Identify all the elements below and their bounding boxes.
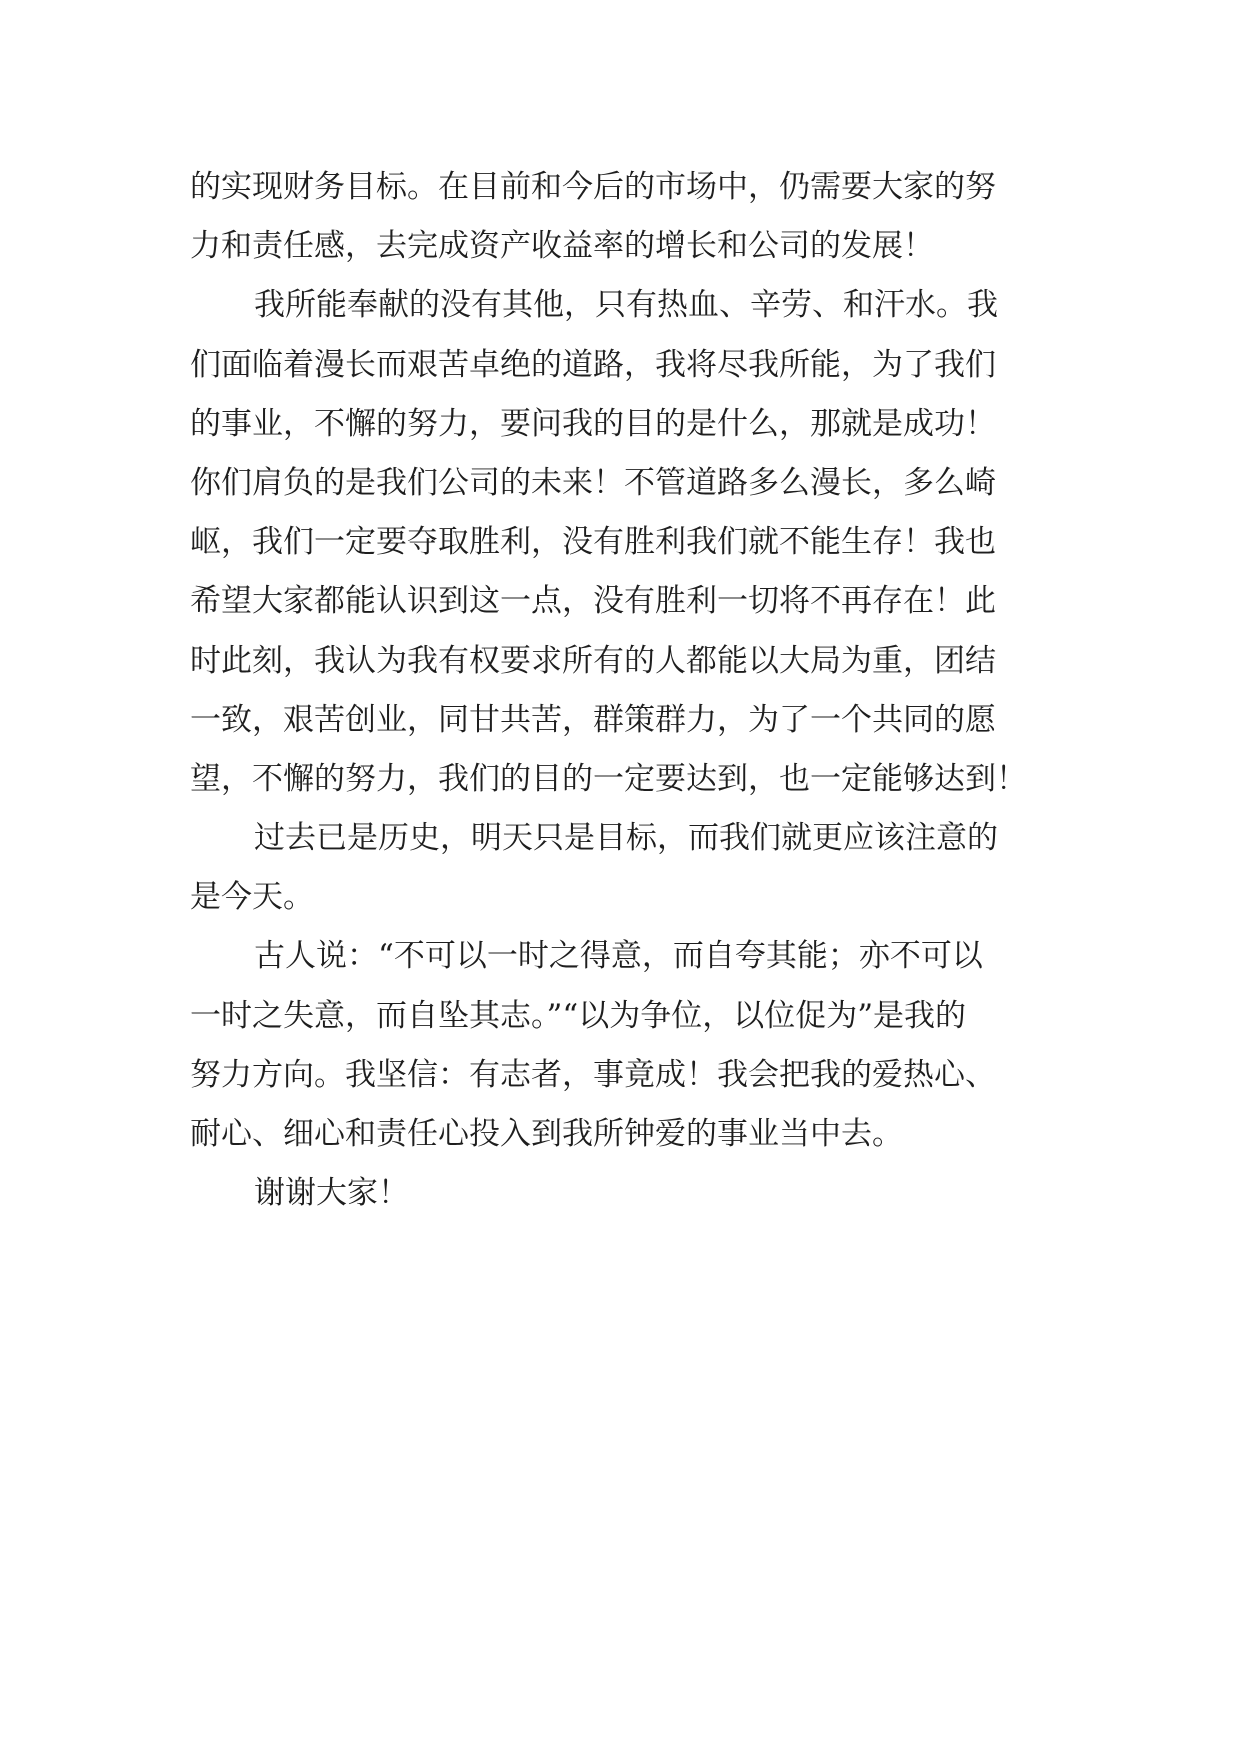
text-line: 耐心、细心和责任心投入到我所钟爱的事业当中去。 [190, 1116, 903, 1152]
text-line: 的实现财务目标。在目前和今后的市场中，仍需要大家的努 [190, 169, 996, 205]
text-line: 谢谢大家！ [254, 1175, 409, 1212]
text-line: 一致，艰苦创业，同甘共苦，群策群力，为了一个共同的愿 [190, 701, 996, 738]
text-line: 时此刻，我认为我有权要求所有的人都能以大局为重，团结 [190, 642, 996, 679]
text-line: 一时之失意，而自坠其志。”“以为争位，以位促为”是我的 [190, 997, 967, 1034]
text-line: 希望大家都能认识到这一点，没有胜利一切将不再存在！此 [190, 583, 996, 620]
text-line: 们面临着漫长而艰苦卓绝的道路，我将尽我所能，为了我们 [190, 346, 996, 383]
text-line: 我所能奉献的没有其他，只有热血、辛劳、和汗水。我 [254, 287, 998, 324]
text-line: 是今天。 [190, 879, 314, 916]
text-line: 望，不懈的努力，我们的目的一定要达到，也一定能够达到！ [190, 760, 1027, 797]
document-body [190, 158, 1070, 1223]
text-line: 古人说：“不可以一时之得意，而自夸其能；亦不可以 [254, 938, 983, 975]
text-line: 过去已是历史，明天只是目标，而我们就更应该注意的 [254, 820, 998, 857]
text-line: 岖，我们一定要夺取胜利，没有胜利我们就不能生存！我也 [190, 524, 996, 561]
text-line: 力和责任感，去完成资产收益率的增长和公司的发展！ [190, 228, 934, 265]
text-line: 你们肩负的是我们公司的未来！不管道路多么漫长，多么崎 [190, 464, 996, 501]
text-line: 努力方向。我坚信：有志者，事竟成！我会把我的爱热心、 [190, 1056, 996, 1093]
text-line: 的事业，不懈的努力，要问我的目的是什么，那就是成功！ [190, 405, 996, 442]
